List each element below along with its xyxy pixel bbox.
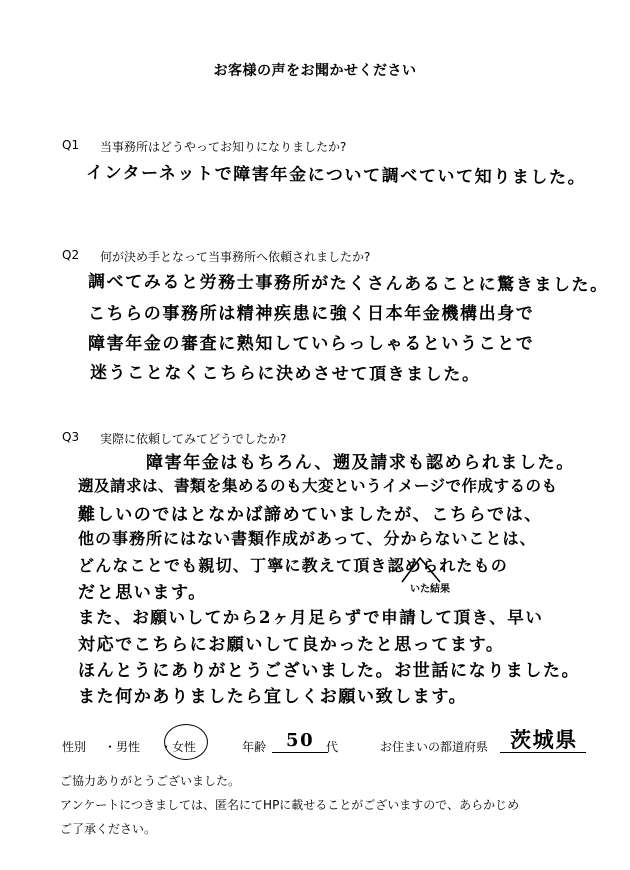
insertion-caret-mark <box>398 552 448 586</box>
q3-insertion-note: いた結果 <box>410 584 450 595</box>
q3-number: Q3 <box>62 430 80 444</box>
gender-option-male: ・男性 <box>104 740 141 754</box>
q3-answer-line: また、お願いしてから2ヶ月足らずで申請して頂き、早い <box>78 608 544 627</box>
q1-number: Q1 <box>62 138 80 152</box>
age-underline <box>272 752 328 753</box>
q3-answer-line: 遡及請求は、書類を集めるのも大変というイメージで作成するのも <box>78 476 558 495</box>
closing-notice-line1: アンケートにつきましては、匿名にてHPに載せることがございますので、あらかじめ <box>60 798 520 812</box>
gender-selection-circle <box>164 724 208 760</box>
q2-answer-line: 迷うことなくこちらに決めさせて頂きました。 <box>89 363 481 386</box>
q2-question: 何が決め手となって当事務所へ依頼されましたか? <box>100 250 371 264</box>
age-value: 50 <box>286 730 315 751</box>
closing-notice-line2: ご了承ください。 <box>60 822 157 836</box>
gender-option-female: ・女性 <box>160 740 197 754</box>
q3-answer-line: ほんとうにありがとうございました。お世話になりました。 <box>78 661 581 681</box>
page-title: お客様の声をお聞かせください <box>213 63 417 79</box>
residence-value: 茨城県 <box>510 727 578 752</box>
q2-answer-line: 調べてみると労務士事務所がたくさんあることに驚きました。 <box>87 272 609 296</box>
closing-thanks: ご協力ありがとうございました。 <box>60 774 241 788</box>
q3-answer-line: だと思います。 <box>78 583 207 603</box>
gender-label: 性別 <box>62 740 87 754</box>
q2-answer-line: こちらの事務所は精神疾患に強く日本年金機構出身で <box>88 304 535 324</box>
q1-question: 当事務所はどうやってお知りになりましたか? <box>100 140 347 154</box>
q3-answer-line: また何かありましたら宜しくお願い致します。 <box>78 687 468 707</box>
age-unit: 代 <box>326 740 339 754</box>
residence-label: お住まいの都道府県 <box>380 740 489 754</box>
q2-answer-line: 障害年金の審査に熟知していらっしゃるということで <box>88 334 535 354</box>
q3-answer-line: どんなことでも親切、丁寧に教えて頂き認められたもの <box>78 556 509 575</box>
q2-number: Q2 <box>62 248 80 262</box>
q3-answer-line: 障害年金はもちろん、遡及請求も認められました。 <box>146 453 575 473</box>
q3-answer-line: 対応でこちらにお願いして良かったと思ってます。 <box>78 635 505 655</box>
q3-question: 実際に依頼してみてどうでしたか? <box>100 432 287 446</box>
age-label: 年齢 <box>242 740 267 754</box>
q3-answer-line: 難しいのではとなかば諦めていましたが、こちらでは、 <box>78 505 543 525</box>
q1-answer-line: インターネットで障害年金について調べていて知りました。 <box>85 163 587 189</box>
residence-underline <box>500 752 586 753</box>
q3-answer-line: 他の事務所にはない書類作成があって、分からないことは、 <box>78 529 537 548</box>
